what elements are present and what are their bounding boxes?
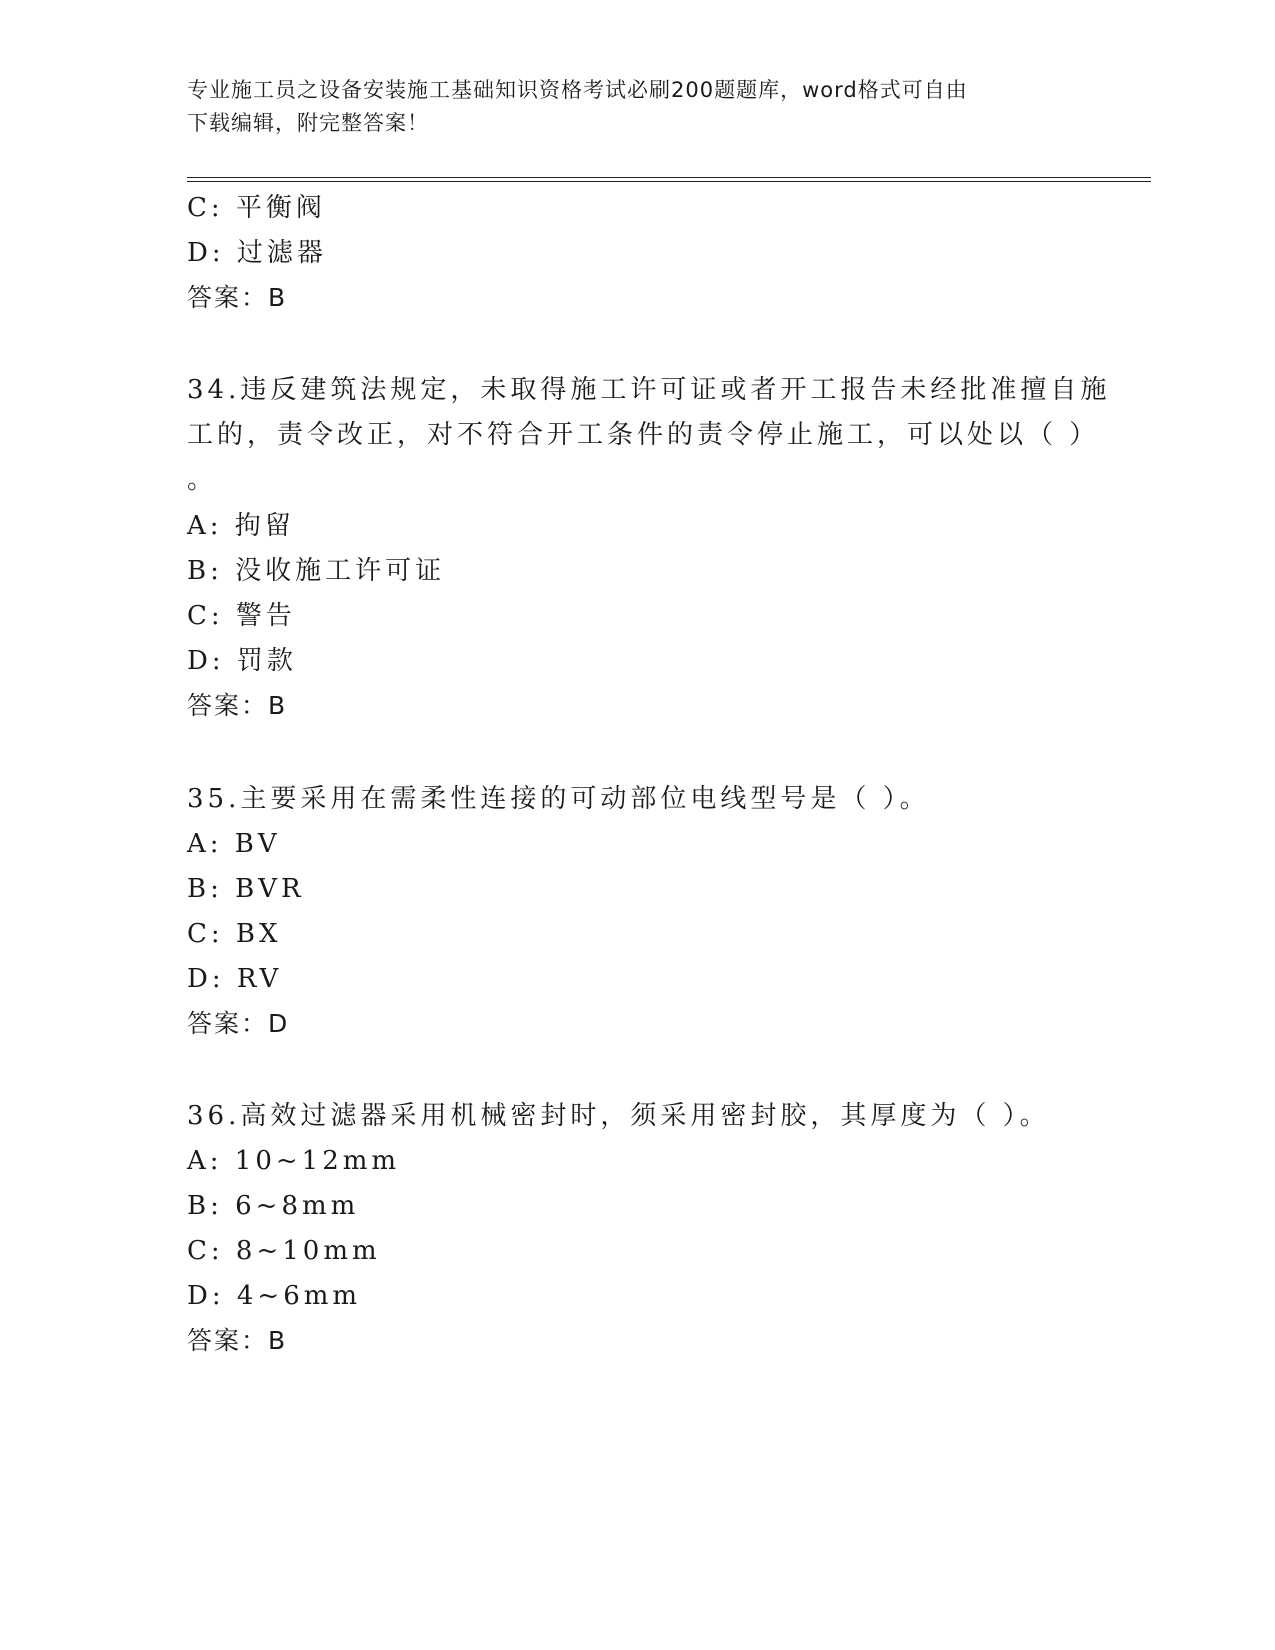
q35-option-b: B: BVR xyxy=(187,874,305,904)
q36-option-c: C: 8~10mm xyxy=(187,1236,381,1266)
header-line-1: 专业施工员之设备安装施工基础知识资格考试必刷200题题库，word格式可自由 xyxy=(187,78,968,102)
document-header xyxy=(187,74,1087,140)
q35-option-c: C: BX xyxy=(187,919,282,949)
q35-option-d: D: RV xyxy=(187,964,283,994)
q34-option-c: C: 警告 xyxy=(187,601,296,631)
prev-option-c: C: 平衡阀 xyxy=(187,193,326,223)
prev-answer: 答案：B xyxy=(187,283,288,312)
q36-stem: 36.高效过滤器采用机械密封时，须采用密封胶，其厚度为（ ）。 xyxy=(187,1101,1050,1131)
q34-stem-line-1: 34.违反建筑法规定，未取得施工许可证或者开工报告未经批准擅自施 xyxy=(187,375,1111,405)
q34-option-d: D: 罚款 xyxy=(187,646,297,676)
q35-answer: 答案：D xyxy=(187,1009,290,1038)
q34-stem-line-2: 工的，责令改正，对不符合开工条件的责令停止施工，可以处以（ ） xyxy=(187,420,1100,450)
q36-option-d: D: 4~6mm xyxy=(187,1281,362,1311)
q36-answer: 答案：B xyxy=(187,1326,288,1355)
q36-option-a: A: 10~12mm xyxy=(187,1146,401,1176)
q34-answer: 答案：B xyxy=(187,691,288,720)
q34-option-a: A: 拘留 xyxy=(187,511,295,541)
header-divider-top xyxy=(187,177,1151,178)
q34-stem-line-3: 。 xyxy=(187,465,218,495)
q35-option-a: A: BV xyxy=(187,829,281,859)
q36-option-b: B: 6~8mm xyxy=(187,1191,360,1221)
q35-stem: 35.主要采用在需柔性连接的可动部位电线型号是（ ）。 xyxy=(187,784,930,814)
header-divider-bottom xyxy=(187,181,1151,182)
header-line-2: 下载编辑，附完整答案！ xyxy=(187,111,429,135)
prev-option-d: D: 过滤器 xyxy=(187,238,327,268)
q34-option-b: B: 没收施工许可证 xyxy=(187,556,446,586)
